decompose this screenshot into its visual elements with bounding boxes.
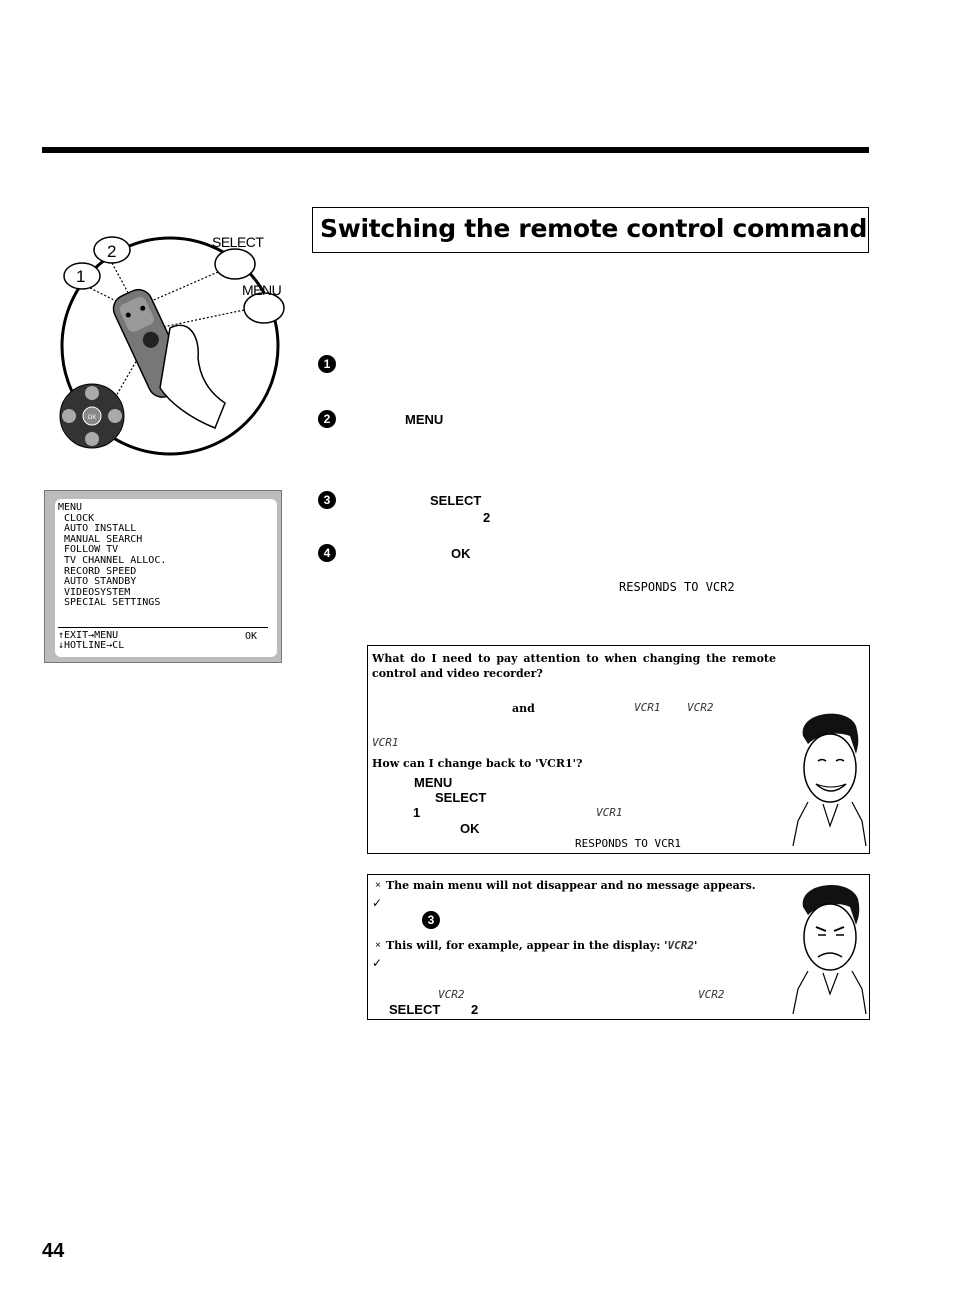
step-3-marker: 3 — [318, 491, 336, 509]
tip-menu-key: MENU — [414, 775, 453, 790]
trouble-two: 2 — [471, 1002, 479, 1017]
frowning-man-illustration — [788, 879, 868, 1017]
troubleshooting-box — [367, 874, 870, 1020]
tip-change-back: How can I change back to 'VCR1'? — [372, 757, 583, 770]
tip-vcr1-b: VCR1 — [596, 806, 623, 819]
tip-one: 1 — [413, 805, 421, 820]
trouble-vcr2-b: VCR2 — [698, 988, 725, 1001]
tip-vcr1-line: VCR1 — [372, 736, 399, 749]
problem-2 — [386, 939, 697, 952]
cross-mark-2-icon: × — [375, 940, 381, 951]
step-2-marker: 2 — [318, 410, 336, 428]
tip-and: and — [512, 702, 535, 715]
step-1-marker: 1 — [318, 355, 336, 373]
label-circle-select — [215, 249, 255, 279]
label-select: SELECT — [212, 234, 264, 250]
label-menu: MENU — [242, 282, 282, 298]
trouble-vcr2-a: VCR2 — [438, 988, 465, 1001]
step-3-value: 2 — [483, 510, 491, 525]
page-number: 44 — [42, 1240, 65, 1262]
trouble-select-key: SELECT — [389, 1002, 441, 1017]
step-4-ok-key: OK — [451, 546, 471, 561]
tip-vcr1: VCR1 — [634, 701, 661, 714]
label-1: 1 — [76, 267, 86, 286]
check-mark-1-icon: ✓ — [372, 896, 383, 910]
tv-footer-ok: OK — [245, 631, 258, 642]
step-3-select-key: SELECT — [430, 493, 482, 508]
tip-vcr2: VCR2 — [687, 701, 714, 714]
page-title: Switching the remote control command — [320, 214, 868, 243]
tip-message: RESPONDS TO VCR1 — [575, 837, 681, 850]
problem-1: The main menu will not disappear and no message appears. — [386, 879, 756, 892]
tv-menu-screen — [44, 490, 282, 663]
step-4-message: RESPONDS TO VCR2 — [619, 580, 735, 594]
tip-ok-key: OK — [460, 821, 480, 836]
tip-box — [367, 645, 870, 854]
tv-menu-list: MENU CLOCK AUTO INSTALL MANUAL SEARCH FOLLOW TV TV CHANNEL ALLOC. RECORD SPEED AUTO STANDBY VIDEOSYSTEM SPECIAL SETTINGS — [58, 502, 167, 609]
tip-select-key: SELECT — [435, 790, 487, 805]
problem-2-vcr: VCR2 — [667, 939, 694, 952]
step-4-marker: 4 — [318, 544, 336, 562]
problem-2-suffix: ' — [693, 939, 698, 952]
tv-screen-area — [55, 499, 277, 657]
smiling-man-illustration — [788, 706, 868, 851]
tv-divider — [58, 627, 268, 628]
label-2: 2 — [107, 242, 117, 261]
step-2-menu-key: MENU — [405, 412, 444, 427]
title-box — [312, 207, 869, 253]
svg-text:OK: OK — [87, 415, 97, 421]
tv-footer-left: ↑EXIT→MENU ↓HOTLINE→CL — [58, 630, 125, 651]
tip-question: What do I need to pay attention to when changing the remote control and video recorder? — [372, 652, 776, 680]
remote-illustration — [50, 228, 290, 458]
problem-2-text: This will, for example, appear in the display: ' — [386, 939, 668, 952]
step-3-reference: 3 — [422, 911, 440, 929]
check-mark-2-icon: ✓ — [372, 956, 383, 970]
cross-mark-1-icon: × — [375, 880, 381, 891]
header-rule — [42, 147, 869, 153]
